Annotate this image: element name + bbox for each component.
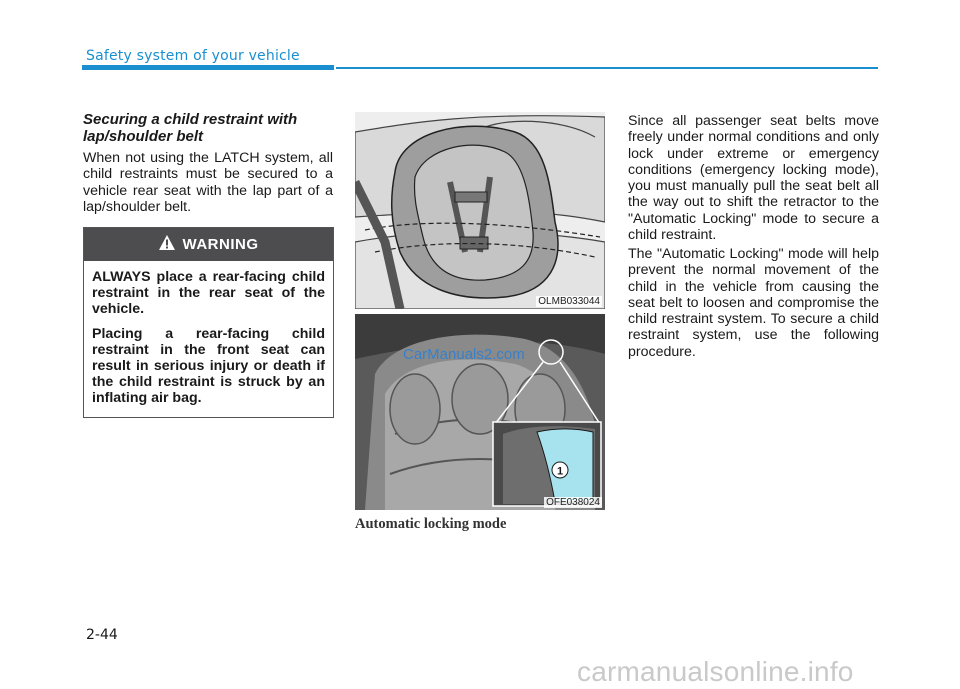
header-rule-thin xyxy=(336,67,878,69)
figure-code-1: OLMB033044 xyxy=(538,296,600,307)
warning-title: WARNING xyxy=(182,236,259,253)
intro-paragraph: When not using the LATCH system, all child restraints must be secured to a vehicle rear seat with the lap part of a lap/shoulder belt. xyxy=(83,150,333,215)
rear-seat-photo xyxy=(355,314,605,510)
right-paragraph-1: Since all passenger seat belts move freely under normal conditions and only lock under extreme or emergency conditions (emergency locking mode), you must manually pull the seat belt all the way out to shift the retractor to the "Automatic Locking" mode to secure a child restraint. xyxy=(628,113,879,244)
warning-box xyxy=(83,227,334,418)
header-rule-thick xyxy=(82,65,334,70)
running-header: Safety system of your vehicle xyxy=(86,48,300,64)
warning-text-2: Placing a rear-facing child restraint in the front seat can result in serious injury or death if the child restraint is struck by an inflating air bag. xyxy=(92,325,325,407)
warning-text-1: ALWAYS place a rear-facing child restraint in the rear seat of the vehicle. xyxy=(92,269,325,318)
warning-header xyxy=(84,228,333,261)
page-number: 2-44 xyxy=(86,627,118,643)
figure-code-2: OFE038024 xyxy=(546,497,600,508)
footer-watermark: carmanualsonline.info xyxy=(577,656,854,687)
image-watermark: CarManuals2.com xyxy=(403,346,525,363)
child-seat-illustration xyxy=(355,112,605,309)
warning-triangle-icon xyxy=(159,235,175,254)
section-heading: Securing a child restraint with lap/shoulder belt xyxy=(83,111,298,145)
callout-number: 1 xyxy=(556,465,564,478)
figure-caption: Automatic locking mode xyxy=(355,516,507,532)
right-paragraph-2: The "Automatic Locking" mode will help prevent the normal movement of the child in the vehicle from causing the seat belt to loosen and compromise the child restraint system. To secure a child restraint system, use the following procedure. xyxy=(628,246,879,360)
